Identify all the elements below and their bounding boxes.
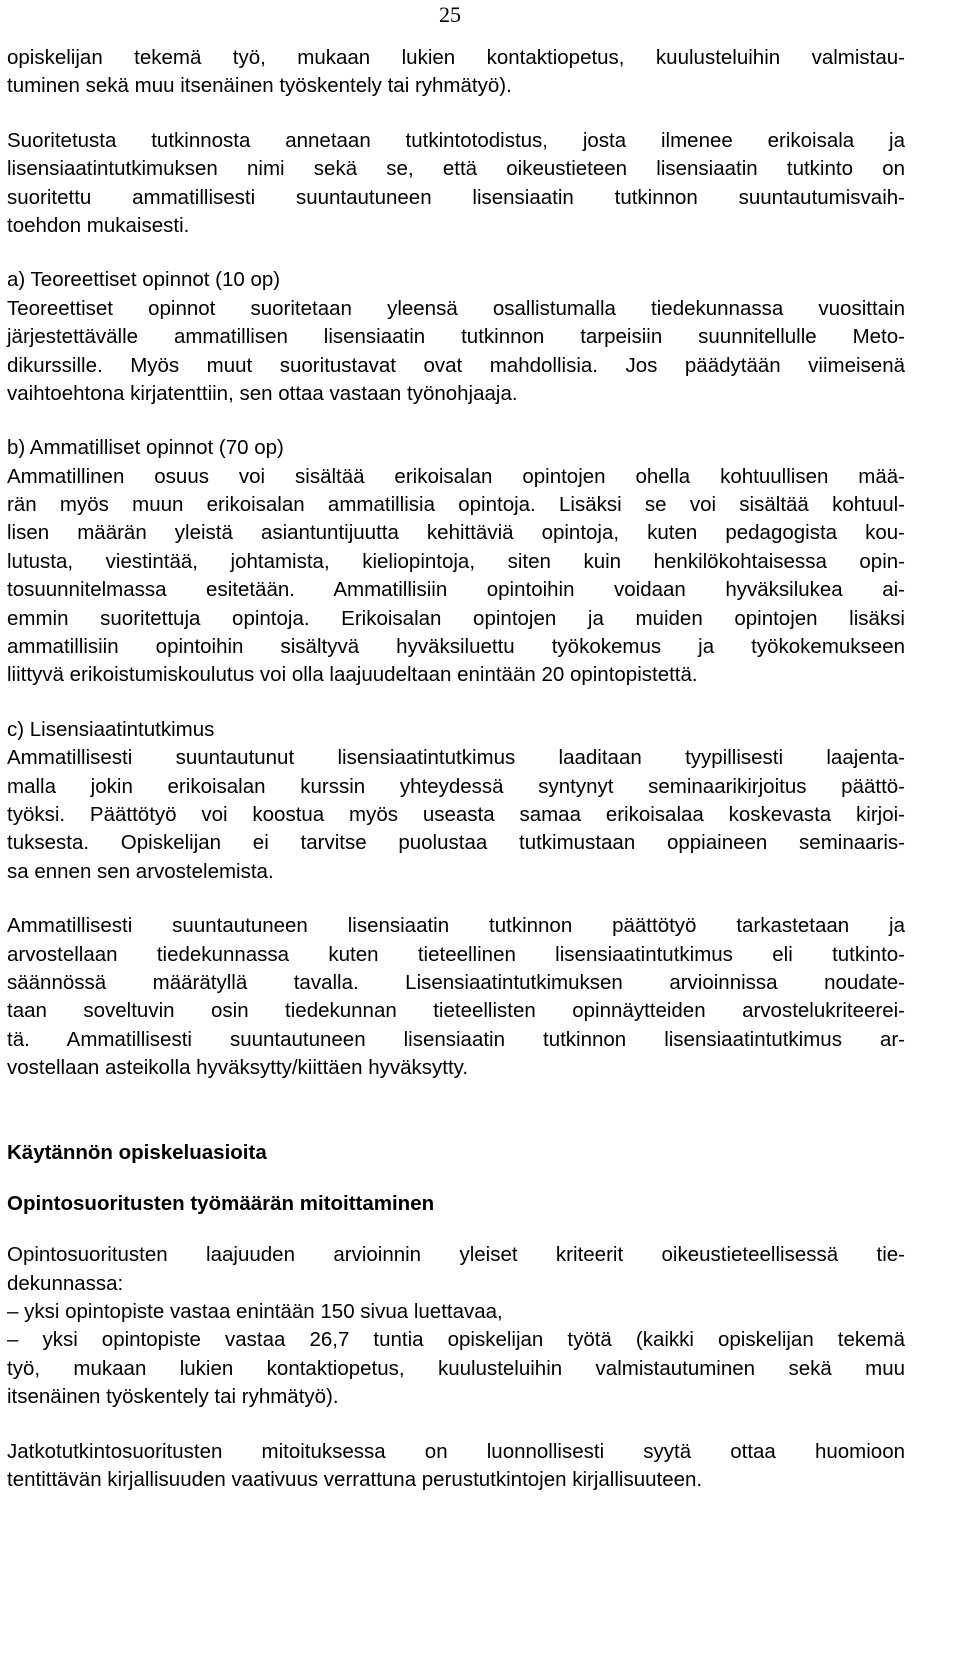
text-line: arvostellaan tiedekunnassa kuten tieteellinen lisensiaatintutkimus eli tutkinto- bbox=[7, 942, 905, 966]
paragraph-gap bbox=[7, 101, 905, 127]
text-line: Opintosuoritusten laajuuden arvioinnin yleiset kriteerit oikeustieteellisessä tie- bbox=[7, 1243, 905, 1267]
text-line: Jatkotutkintosuoritusten mitoituksessa on luonnollisesti syytä ottaa huomioon bbox=[7, 1439, 905, 1463]
text-line: rän myös muun erikoisalan ammatillisia opintoja. Lisäksi se voi sisältää kohtuul- bbox=[7, 493, 905, 517]
text-line: itsenäinen työskentely tai ryhmätyö). bbox=[7, 1385, 339, 1409]
text-line: lisensiaatintutkimuksen nimi sekä se, että oikeustieteen lisensiaatin tutkinto on bbox=[7, 157, 905, 181]
text-line: ammatillisiin opintoihin sisältyvä hyväksiluettu työkokemus ja työkokemukseen bbox=[7, 635, 905, 659]
final-paragraphs bbox=[7, 1241, 905, 1494]
text-line: lisen määrän yleistä asiantuntijuutta kehittäviä opintoja, kuten pedagogista kou- bbox=[7, 521, 905, 545]
text-line: toehdon mukaisesti. bbox=[7, 213, 190, 237]
text-line: tuksesta. Opiskelijan ei tarvitse puolustaa tutkimustaan oppiaineen seminaaris- bbox=[7, 831, 905, 855]
paragraph bbox=[7, 1241, 905, 1411]
text-line: malla jokin erikoisalan kurssin yhteydessä syntynyt seminaarikirjoitus päättö- bbox=[7, 774, 905, 798]
text-line: työksi. Päättötyö voi koostua myös useasta samaa erikoisalaa koskevasta kirjoi- bbox=[7, 802, 905, 826]
text-line: a) Teoreettiset opinnot (10 op) bbox=[7, 268, 281, 292]
section-heading: Käytännön opiskeluasioita bbox=[7, 1140, 267, 1164]
text-line: opiskelijan tekemä työ, mukaan lukien kontaktiopetus, kuulusteluihin valmistau- bbox=[7, 46, 905, 69]
body-paragraphs bbox=[7, 44, 905, 1083]
text-line: dekunnassa: bbox=[7, 1271, 124, 1295]
paragraph bbox=[7, 716, 905, 886]
text-line: Teoreettiset opinnot suoritetaan yleensä osallistumalla tiedekunnassa vuosittain bbox=[7, 296, 905, 320]
text-line: tentittävän kirjallisuuden vaativuus verrattuna perustutkintojen kirjallisuuteen. bbox=[7, 1468, 703, 1492]
text-line: suoritettu ammatillisesti suuntautuneen lisensiaatin tutkinnon suuntautumisvaih- bbox=[7, 185, 905, 209]
text-line: vaihtoehtona kirjatenttiin, sen ottaa vastaan työnohjaaja. bbox=[7, 381, 518, 405]
text-line: Ammatillinen osuus voi sisältää erikoisalan opintojen ohella kohtuullisen mää- bbox=[7, 464, 905, 488]
paragraph bbox=[7, 266, 905, 408]
paragraph-gap bbox=[7, 886, 905, 912]
text-line: sa ennen sen arvostelemista. bbox=[7, 859, 274, 883]
text-line: tä. Ammatillisesti suuntautuneen lisensiaatin tutkinnon lisensiaatintutkimus ar- bbox=[7, 1027, 905, 1051]
text-line: Ammatillisesti suuntautuneen lisensiaatin tutkinnon päättötyö tarkastetaan ja bbox=[7, 914, 905, 938]
text-line: vostellaan asteikolla hyväksytty/kiittäen hyväksytty. bbox=[7, 1056, 469, 1080]
paragraph bbox=[7, 44, 905, 101]
text-line: tosuunnitelmassa esitetään. Ammatillisiin opintoihin voidaan hyväksilukea ai- bbox=[7, 578, 905, 602]
subheading: Opintosuoritusten työmäärän mitoittaminen bbox=[7, 1191, 435, 1215]
text-line: säännössä määrätyllä tavalla. Lisensiaatintutkimuksen arvioinnissa noudate- bbox=[7, 970, 905, 994]
text-line: – yksi opintopiste vastaa 26,7 tuntia opiskelijan työtä (kaikki opiskelijan tekemä bbox=[7, 1328, 905, 1352]
subheading-spacer bbox=[7, 1218, 905, 1241]
paragraph-gap bbox=[7, 690, 905, 716]
text-line: dikurssille. Myös muut suoritustavat ovat mahdollisia. Jos päädytään viimeisenä bbox=[7, 353, 905, 377]
text-line: liittyvä erikoistumiskoulutus voi olla laajuudeltaan enintään 20 opintopistettä. bbox=[7, 663, 698, 687]
paragraph-gap bbox=[7, 408, 905, 434]
paragraph bbox=[7, 1438, 905, 1495]
paragraph bbox=[7, 127, 905, 241]
text-line: lutusta, viestintää, johtamista, kieliopintoja, siten kuin henkilökohtaisessa opin- bbox=[7, 549, 905, 573]
text-line: Suoritetusta tutkinnosta annetaan tutkintotodistus, josta ilmenee erikoisala ja bbox=[7, 128, 905, 152]
text-line: b) Ammatilliset opinnot (70 op) bbox=[7, 436, 284, 460]
paragraph-gap bbox=[7, 240, 905, 266]
page-number: 25 bbox=[439, 2, 461, 27]
text-line: c) Lisensiaatintutkimus bbox=[7, 717, 215, 741]
paragraph-gap bbox=[7, 1412, 905, 1438]
text-line: järjestettävälle ammatillisen lisensiaatin tutkinnon tarpeisiin suunnitellulle Meto- bbox=[7, 325, 905, 349]
text-line: – yksi opintopiste vastaa enintään 150 sivua luettavaa, bbox=[7, 1300, 503, 1324]
heading-spacer bbox=[7, 1167, 905, 1190]
paragraph bbox=[7, 434, 905, 690]
section-spacer bbox=[7, 1083, 905, 1139]
text-line: tuminen sekä muu itsenäinen työskentely tai ryhmätyö). bbox=[7, 74, 512, 98]
page-body bbox=[7, 44, 905, 1494]
text-line: emmin suoritettuja opintoja. Erikoisalan opintojen ja muiden opintojen lisäksi bbox=[7, 606, 905, 630]
text-line: työ, mukaan lukien kontaktiopetus, kuulusteluihin valmistautuminen sekä muu bbox=[7, 1356, 905, 1380]
paragraph bbox=[7, 912, 905, 1082]
text-line: taan soveltuvin osin tiedekunnan tieteellisten opinnäytteiden arvostelukriteerei- bbox=[7, 999, 905, 1023]
text-line: Ammatillisesti suuntautunut lisensiaatintutkimus laaditaan tyypillisesti laajenta- bbox=[7, 746, 905, 770]
